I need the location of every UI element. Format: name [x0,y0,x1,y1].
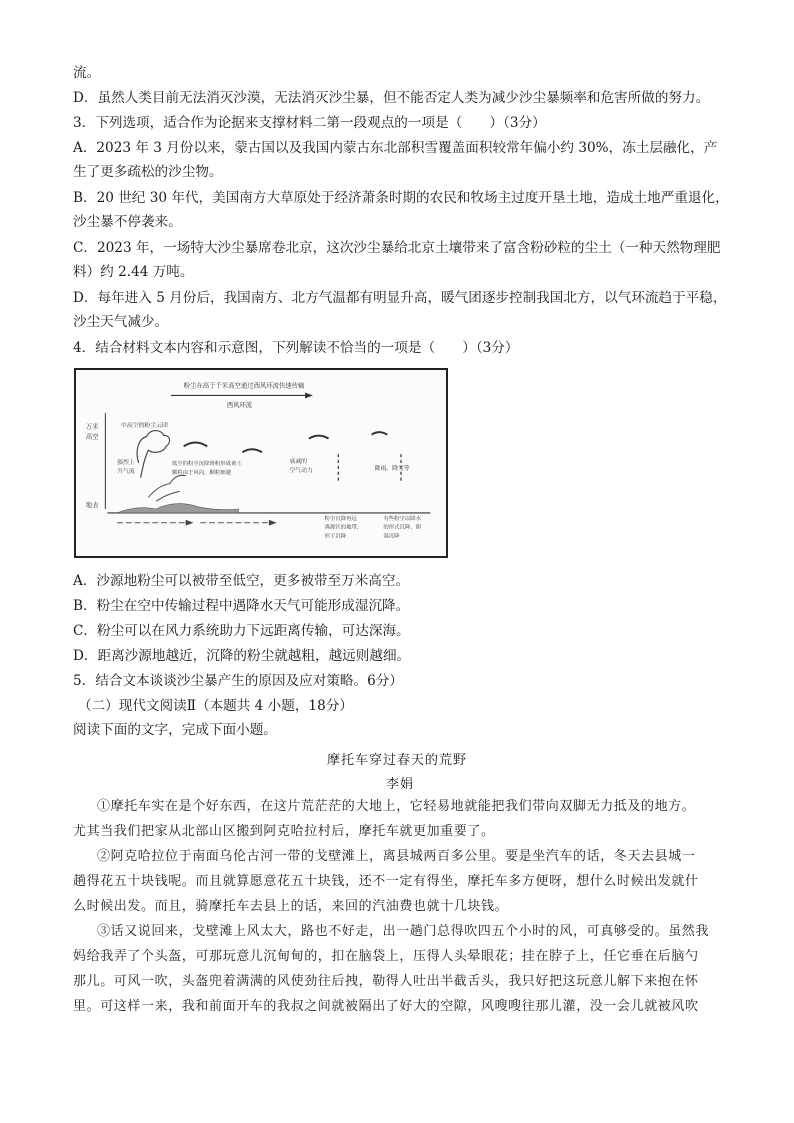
bottom-label-1: 粉尘沉降再远 [324,515,357,522]
bottom-label-6: 湿沉降 [383,533,400,540]
option-d-q3-cont: 沙尘天气减少。 [73,314,169,330]
option-c-q4: C．粉尘可以在风力系统助力下远距离传输，可达深海。 [73,623,410,639]
option-a-q4: A．沙源地粉尘可以被带至低空，更多被带至万米高空。 [73,573,410,589]
option-d-q3: D．每年进入 5 月份后，我国南方、北方气温都有明显升高，暖气团逐步控制我国北方，以气环流趋于平稳， [73,290,727,306]
low-dust-label-1: 低空的粉尘沉降堆积形成黄土 [171,460,242,467]
option-a-q3-cont: 生了更多疏松的沙尘物。 [73,164,223,180]
option-d-q2: D．虽然人类目前无法消灭沙漠，无法消灭沙尘暴，但不能否定人类为减少沙尘暴频率和危害所做的努力。 [73,90,710,106]
reading-instruction: 阅读下面的文字，完成下面小题。 [73,722,277,738]
option-b-q4: B．粉尘在空中传输过程中遇降水天气可能形成湿沉降。 [73,598,410,614]
article-title: 摩托车穿过春天的荒野 [327,753,468,768]
high-dust-label: 中高空的粉尘云团 [121,422,168,429]
updraft-label-1: 强烈上 [117,459,135,466]
article-line: ②阿克哈拉位于南面乌伦古河一带的戈壁滩上，离县城两百多公里。要是坐汽车的话，冬天去县城一 [97,849,696,864]
updraft-label-2: 升气流 [117,468,135,475]
bottom-label-5: 的形式沉降，即 [383,524,421,531]
bottom-label-3: 形于沉降 [324,533,347,540]
dust-transport-diagram [74,368,448,558]
weak-power-label-1: 衰减的 [289,459,307,465]
question-3: 3．下列选项，适合作为论据来支撑材料二第一段观点的一项是（ ）（3分） [73,115,546,131]
article-line: 尤其当我们把家从北部山区搬到阿克哈拉村后，摩托车就更加重要了。 [73,824,495,839]
article-line: 妈给我弄了个头盔，可那玩意儿沉甸甸的，扣在脑袋上，压得人头晕眼花；挂在脖子上，任它垂在后脑勺 [73,949,699,964]
westerly-label: 西风环流 [226,402,253,410]
option-d-q4: D．距离沙源地越近，沉降的粉尘就越粗，越远则越细。 [73,648,411,664]
option-c-q3-cont: 料）约 2.44 万吨。 [73,264,194,280]
article-line: 趟得花五十块钱呢。而且就算愿意花五十块钱，还不一定有得坐，摩托车多方便呀，想什么时候出发就什 [73,874,699,889]
article-line: ①摩托车实在是个好东西，在这片荒茫茫的大地上，它轻易地就能把我们带向双脚无力抵及的地方。 [97,799,696,814]
article-line: 里。可这样一来，我和前面开车的我叔之间就被隔出了好大的空隙，风嗖嗖往那儿灌，没一会儿就被风吹 [73,999,699,1014]
figure-top-label: 粉尘在高于千米高空通过西风环流快速传输 [183,382,305,390]
low-dust-label-2: 颗粒由于风向，颗粒细越 [171,469,232,476]
question-5: 5．结合文本谈谈沙尘暴产生的原因及应对策略。6分） [73,673,403,689]
text-line: 流。 [73,65,101,81]
option-b-q3-cont: 沙尘暴不停袭来。 [73,214,182,230]
article-line: 那儿。可风一吹，头盔兜着满满的风使劲往后拽，勒得人吐出半截舌头，我只好把这玩意儿解下来抱在怀 [73,974,699,989]
axis-top-label-2: 高空 [85,433,99,441]
weak-power-label-2: 空气动力 [289,467,313,474]
option-b-q3: B．20 世纪 30 年代，美国南方大草原处于经济萧条时期的农民和牧场主过度开垦土地，造成土地严重退化， [73,190,729,206]
article-line: ③话又说回来，戈壁滩上风太大，路也不好走，出一趟门总得吹四五个小时的风，可真够受的。虽然我 [97,924,710,939]
option-a-q3: A．2023 年 3 月份以来，蒙古国以及我国内蒙古东北部积雪覆盖面积较常年偏小约 30%，冻土层融化，产 [73,140,718,156]
section-header: （二）现代文阅读Ⅱ（本题共 4 小题，18分） [78,698,353,714]
axis-bottom-label: 地表 [85,502,99,510]
rain-label: 降雨、降雪等 [374,465,410,472]
bottom-label-4: 有些粉尘以降水 [383,515,421,522]
article-author: 李娟 [386,777,415,792]
option-c-q3: C．2023 年，一场特大沙尘暴席卷北京，这次沙尘暴给北京土壤带来了富含粉砂粒的尘土（一种天然物理肥 [73,240,721,256]
question-4: 4．结合材料文本内容和示意图，下列解读不恰当的一项是（ ）（3分） [73,340,519,356]
article-line: 么时候出发。而且，骑摩托车去县上的话，来回的汽油费也就十几块钱。 [73,899,509,914]
bottom-label-2: 离源区的地带， [324,524,363,531]
axis-top-label-1: 万米 [85,423,99,431]
